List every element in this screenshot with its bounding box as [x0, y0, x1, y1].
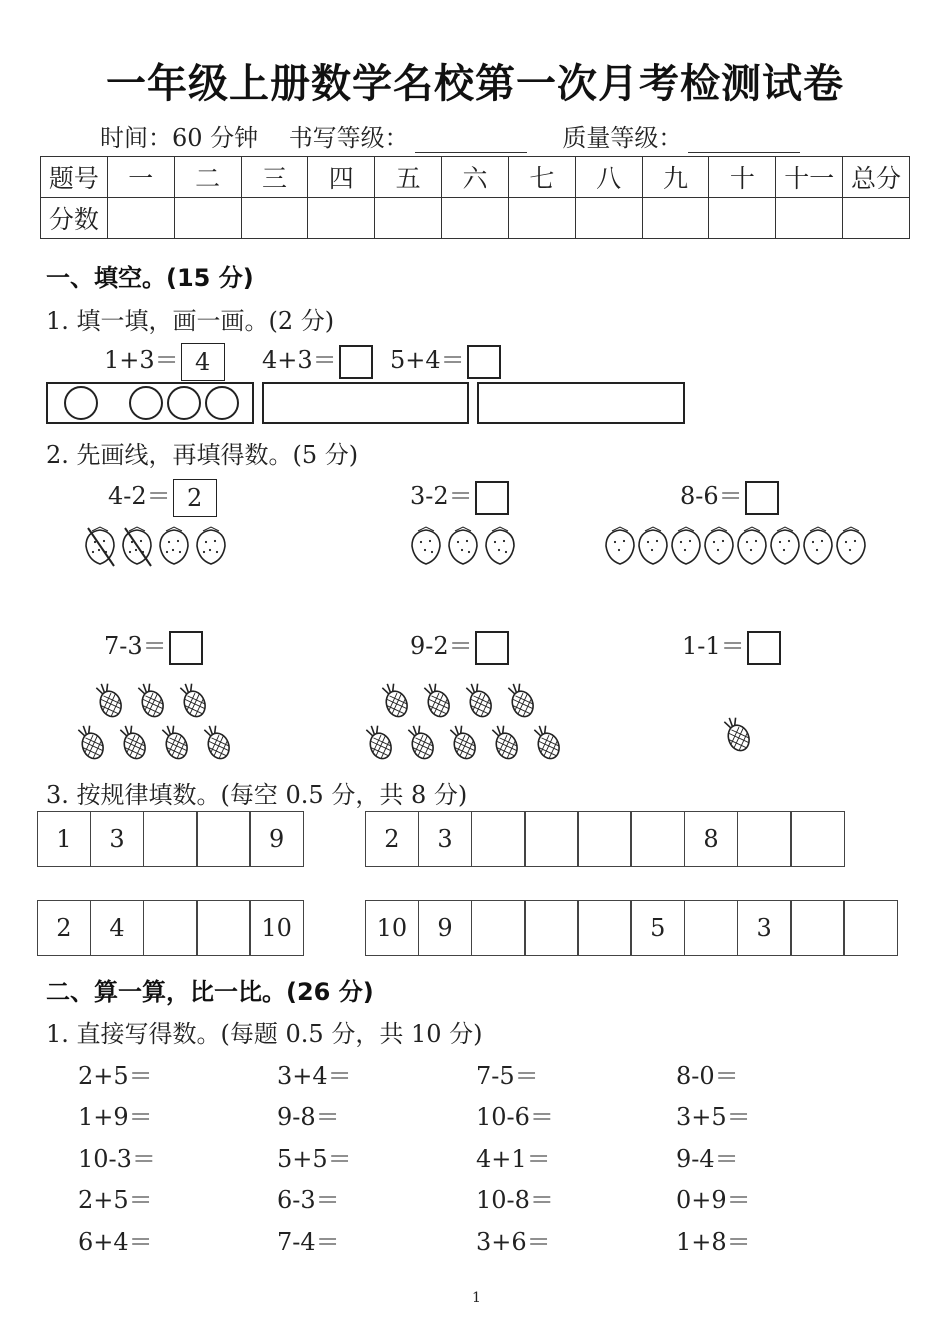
- score-cell[interactable]: [241, 198, 308, 239]
- s2-q1-label: 1. 直接写得数。(每题 0.5 分，共 10 分): [46, 1020, 483, 1048]
- q2-equation-3: [680, 476, 779, 515]
- score-header-cell: 四: [308, 157, 375, 198]
- q2-equation-2: [410, 476, 509, 515]
- score-header-cell: 五: [375, 157, 442, 198]
- seq-cell[interactable]: [577, 811, 632, 867]
- q1-equation-2: [262, 340, 373, 379]
- strawberry-icon: [804, 527, 832, 564]
- score-cell[interactable]: [575, 198, 642, 239]
- calc-item: 7-4＝: [277, 1228, 340, 1256]
- seq-cell: 10: [249, 900, 304, 956]
- score-cell[interactable]: [442, 198, 509, 239]
- q1-label: 1. 填一填，画一画。(2 分): [46, 307, 335, 335]
- score-value-row: [41, 198, 910, 239]
- strawberry-icon: [639, 527, 667, 564]
- seq-cell: 2: [37, 900, 92, 956]
- seq-cell[interactable]: [196, 900, 251, 956]
- strawberry-icon: [412, 527, 440, 564]
- calc-item: 2+5＝: [78, 1186, 153, 1214]
- score-table: [40, 156, 910, 239]
- score-cell[interactable]: [776, 198, 843, 239]
- score-cell[interactable]: [843, 198, 910, 239]
- answer-box[interactable]: [339, 345, 373, 379]
- seq-cell: 5: [630, 900, 685, 956]
- seq-cell[interactable]: [524, 900, 579, 956]
- exam-info: [100, 118, 828, 153]
- seq-cell[interactable]: [630, 811, 685, 867]
- time-label: 时间：60 分钟: [100, 124, 259, 152]
- strawberry-icon: [606, 527, 634, 564]
- score-header-cell: 二: [174, 157, 241, 198]
- score-header-row: [41, 157, 910, 198]
- answer-box[interactable]: [467, 345, 501, 379]
- calc-item: 8-0＝: [676, 1062, 739, 1090]
- seq-cell: 9: [418, 900, 473, 956]
- strawberry-icon: [486, 527, 514, 564]
- strawberry-icon: [197, 527, 225, 564]
- strawberry-icon: [837, 527, 865, 564]
- score-header-cell: 六: [442, 157, 509, 198]
- seq-cell[interactable]: [143, 811, 198, 867]
- seq-cell[interactable]: [471, 900, 526, 956]
- score-header-cell: 总分: [843, 157, 910, 198]
- q3-label: 3. 按规律填数。(每空 0.5 分，共 8 分): [46, 781, 468, 809]
- score-header-cell: 题号: [41, 157, 108, 198]
- quality-grade-label: 质量等级：: [562, 124, 683, 152]
- answer-box[interactable]: [747, 631, 781, 665]
- answer-box[interactable]: [475, 481, 509, 515]
- strawberry-icon: [672, 527, 700, 564]
- q2-equation-4: [104, 626, 203, 665]
- sequence-row-1: [38, 811, 304, 867]
- equation-text: 1-1＝: [682, 632, 745, 660]
- writing-grade-label: 书写等级：: [288, 124, 409, 152]
- seq-cell: 3: [418, 811, 473, 867]
- equation-text: 9-2＝: [410, 632, 473, 660]
- seq-cell: 8: [684, 811, 739, 867]
- section-1-heading: 一、填空。(15 分): [46, 264, 254, 292]
- calc-item: 10-8＝: [476, 1186, 554, 1214]
- calc-item: 1+8＝: [676, 1228, 751, 1256]
- strawberry-group-2: [408, 524, 524, 568]
- circle-shape: [205, 386, 239, 420]
- calc-item: 1+9＝: [78, 1103, 153, 1131]
- sequence-row-4: [366, 900, 898, 956]
- drawing-box-2[interactable]: [262, 382, 469, 424]
- seq-cell: 10: [365, 900, 420, 956]
- answer-box[interactable]: [745, 481, 779, 515]
- seq-cell[interactable]: [790, 900, 845, 956]
- strawberry-icon: [705, 527, 733, 564]
- seq-cell[interactable]: [577, 900, 632, 956]
- calc-item: 6-3＝: [277, 1186, 340, 1214]
- score-cell[interactable]: [508, 198, 575, 239]
- sequence-row-2: [366, 811, 845, 867]
- score-cell[interactable]: [642, 198, 709, 239]
- circle-shape: [129, 386, 163, 420]
- score-cell[interactable]: [709, 198, 776, 239]
- seq-cell[interactable]: [524, 811, 579, 867]
- calc-item: 3+5＝: [676, 1103, 751, 1131]
- score-cell[interactable]: [107, 198, 174, 239]
- strawberry-icon: [449, 527, 477, 564]
- equation-text: 1+3＝: [104, 346, 179, 374]
- score-header-cell: 九: [642, 157, 709, 198]
- calc-item: 5+5＝: [277, 1145, 352, 1173]
- score-header-cell: 三: [241, 157, 308, 198]
- q2-equation-6: [682, 626, 781, 665]
- q2-equation-1: [108, 476, 217, 517]
- answer-box[interactable]: 4: [181, 343, 225, 381]
- calc-item: 10-3＝: [78, 1145, 156, 1173]
- circle-shape: [64, 386, 98, 420]
- seq-cell[interactable]: [843, 900, 898, 956]
- score-header-cell: 七: [508, 157, 575, 198]
- q2-label: 2. 先画线，再填得数。(5 分): [46, 441, 359, 469]
- equation-text: 3-2＝: [410, 482, 473, 510]
- answer-box[interactable]: 2: [173, 479, 217, 517]
- quality-grade-field[interactable]: [688, 130, 800, 153]
- strawberry-icon: [771, 527, 799, 564]
- page-number: 1: [472, 1290, 481, 1306]
- score-header-cell: 十: [709, 157, 776, 198]
- calc-item: 10-6＝: [476, 1103, 554, 1131]
- equation-text: 7-3＝: [104, 632, 167, 660]
- score-cell[interactable]: [174, 198, 241, 239]
- pineapple-group-3: [718, 712, 768, 756]
- strawberry-icon: [86, 527, 114, 566]
- seq-cell: 9: [249, 811, 304, 867]
- q1-equation-1: [104, 340, 225, 381]
- calc-item: 2+5＝: [78, 1062, 153, 1090]
- seq-cell: 3: [90, 811, 145, 867]
- seq-cell: 3: [737, 900, 792, 956]
- pineapple-group-2: [362, 682, 572, 762]
- calc-item: 0+9＝: [676, 1186, 751, 1214]
- answer-box[interactable]: [475, 631, 509, 665]
- score-header-cell: 十一: [776, 157, 843, 198]
- score-cell[interactable]: [375, 198, 442, 239]
- calc-item: 4+1＝: [476, 1145, 551, 1173]
- q1-equation-3: [390, 340, 501, 379]
- seq-cell: 4: [90, 900, 145, 956]
- calc-item: 9-8＝: [277, 1103, 340, 1131]
- score-cell[interactable]: [308, 198, 375, 239]
- seq-cell[interactable]: [471, 811, 526, 867]
- seq-cell: 1: [37, 811, 92, 867]
- circle-shape: [167, 386, 201, 420]
- equation-text: 4+3＝: [262, 346, 337, 374]
- calc-item: 3+4＝: [277, 1062, 352, 1090]
- calc-item: 7-5＝: [476, 1062, 539, 1090]
- q2-equation-5: [410, 626, 509, 665]
- calc-item: 3+6＝: [476, 1228, 551, 1256]
- calc-item: 9-4＝: [676, 1145, 739, 1173]
- strawberry-group-1: [82, 524, 242, 568]
- score-header-cell: 一: [107, 157, 174, 198]
- drawing-box-3[interactable]: [477, 382, 685, 424]
- answer-box[interactable]: [169, 631, 203, 665]
- page-title: 一年级上册数学名校第一次月考检测试卷: [106, 61, 844, 107]
- seq-cell: 2: [365, 811, 420, 867]
- seq-cell[interactable]: [684, 900, 739, 956]
- score-header-cell: 八: [575, 157, 642, 198]
- section-2-heading: 二、算一算，比一比。(26 分): [46, 978, 374, 1006]
- sequence-row-3: [38, 900, 304, 956]
- strawberry-icon: [738, 527, 766, 564]
- equation-text: 5+4＝: [390, 346, 465, 374]
- seq-cell[interactable]: [737, 811, 792, 867]
- strawberry-icon: [160, 527, 188, 564]
- strawberry-icon: [123, 527, 151, 566]
- pineapple-group-1: [76, 682, 246, 762]
- writing-grade-field[interactable]: [415, 130, 527, 153]
- seq-cell[interactable]: [790, 811, 845, 867]
- strawberry-group-3: [602, 524, 872, 568]
- score-row-label: 分数: [41, 198, 108, 239]
- calc-item: 6+4＝: [78, 1228, 153, 1256]
- equation-text: 4-2＝: [108, 482, 171, 510]
- seq-cell[interactable]: [196, 811, 251, 867]
- seq-cell[interactable]: [143, 900, 198, 956]
- equation-text: 8-6＝: [680, 482, 743, 510]
